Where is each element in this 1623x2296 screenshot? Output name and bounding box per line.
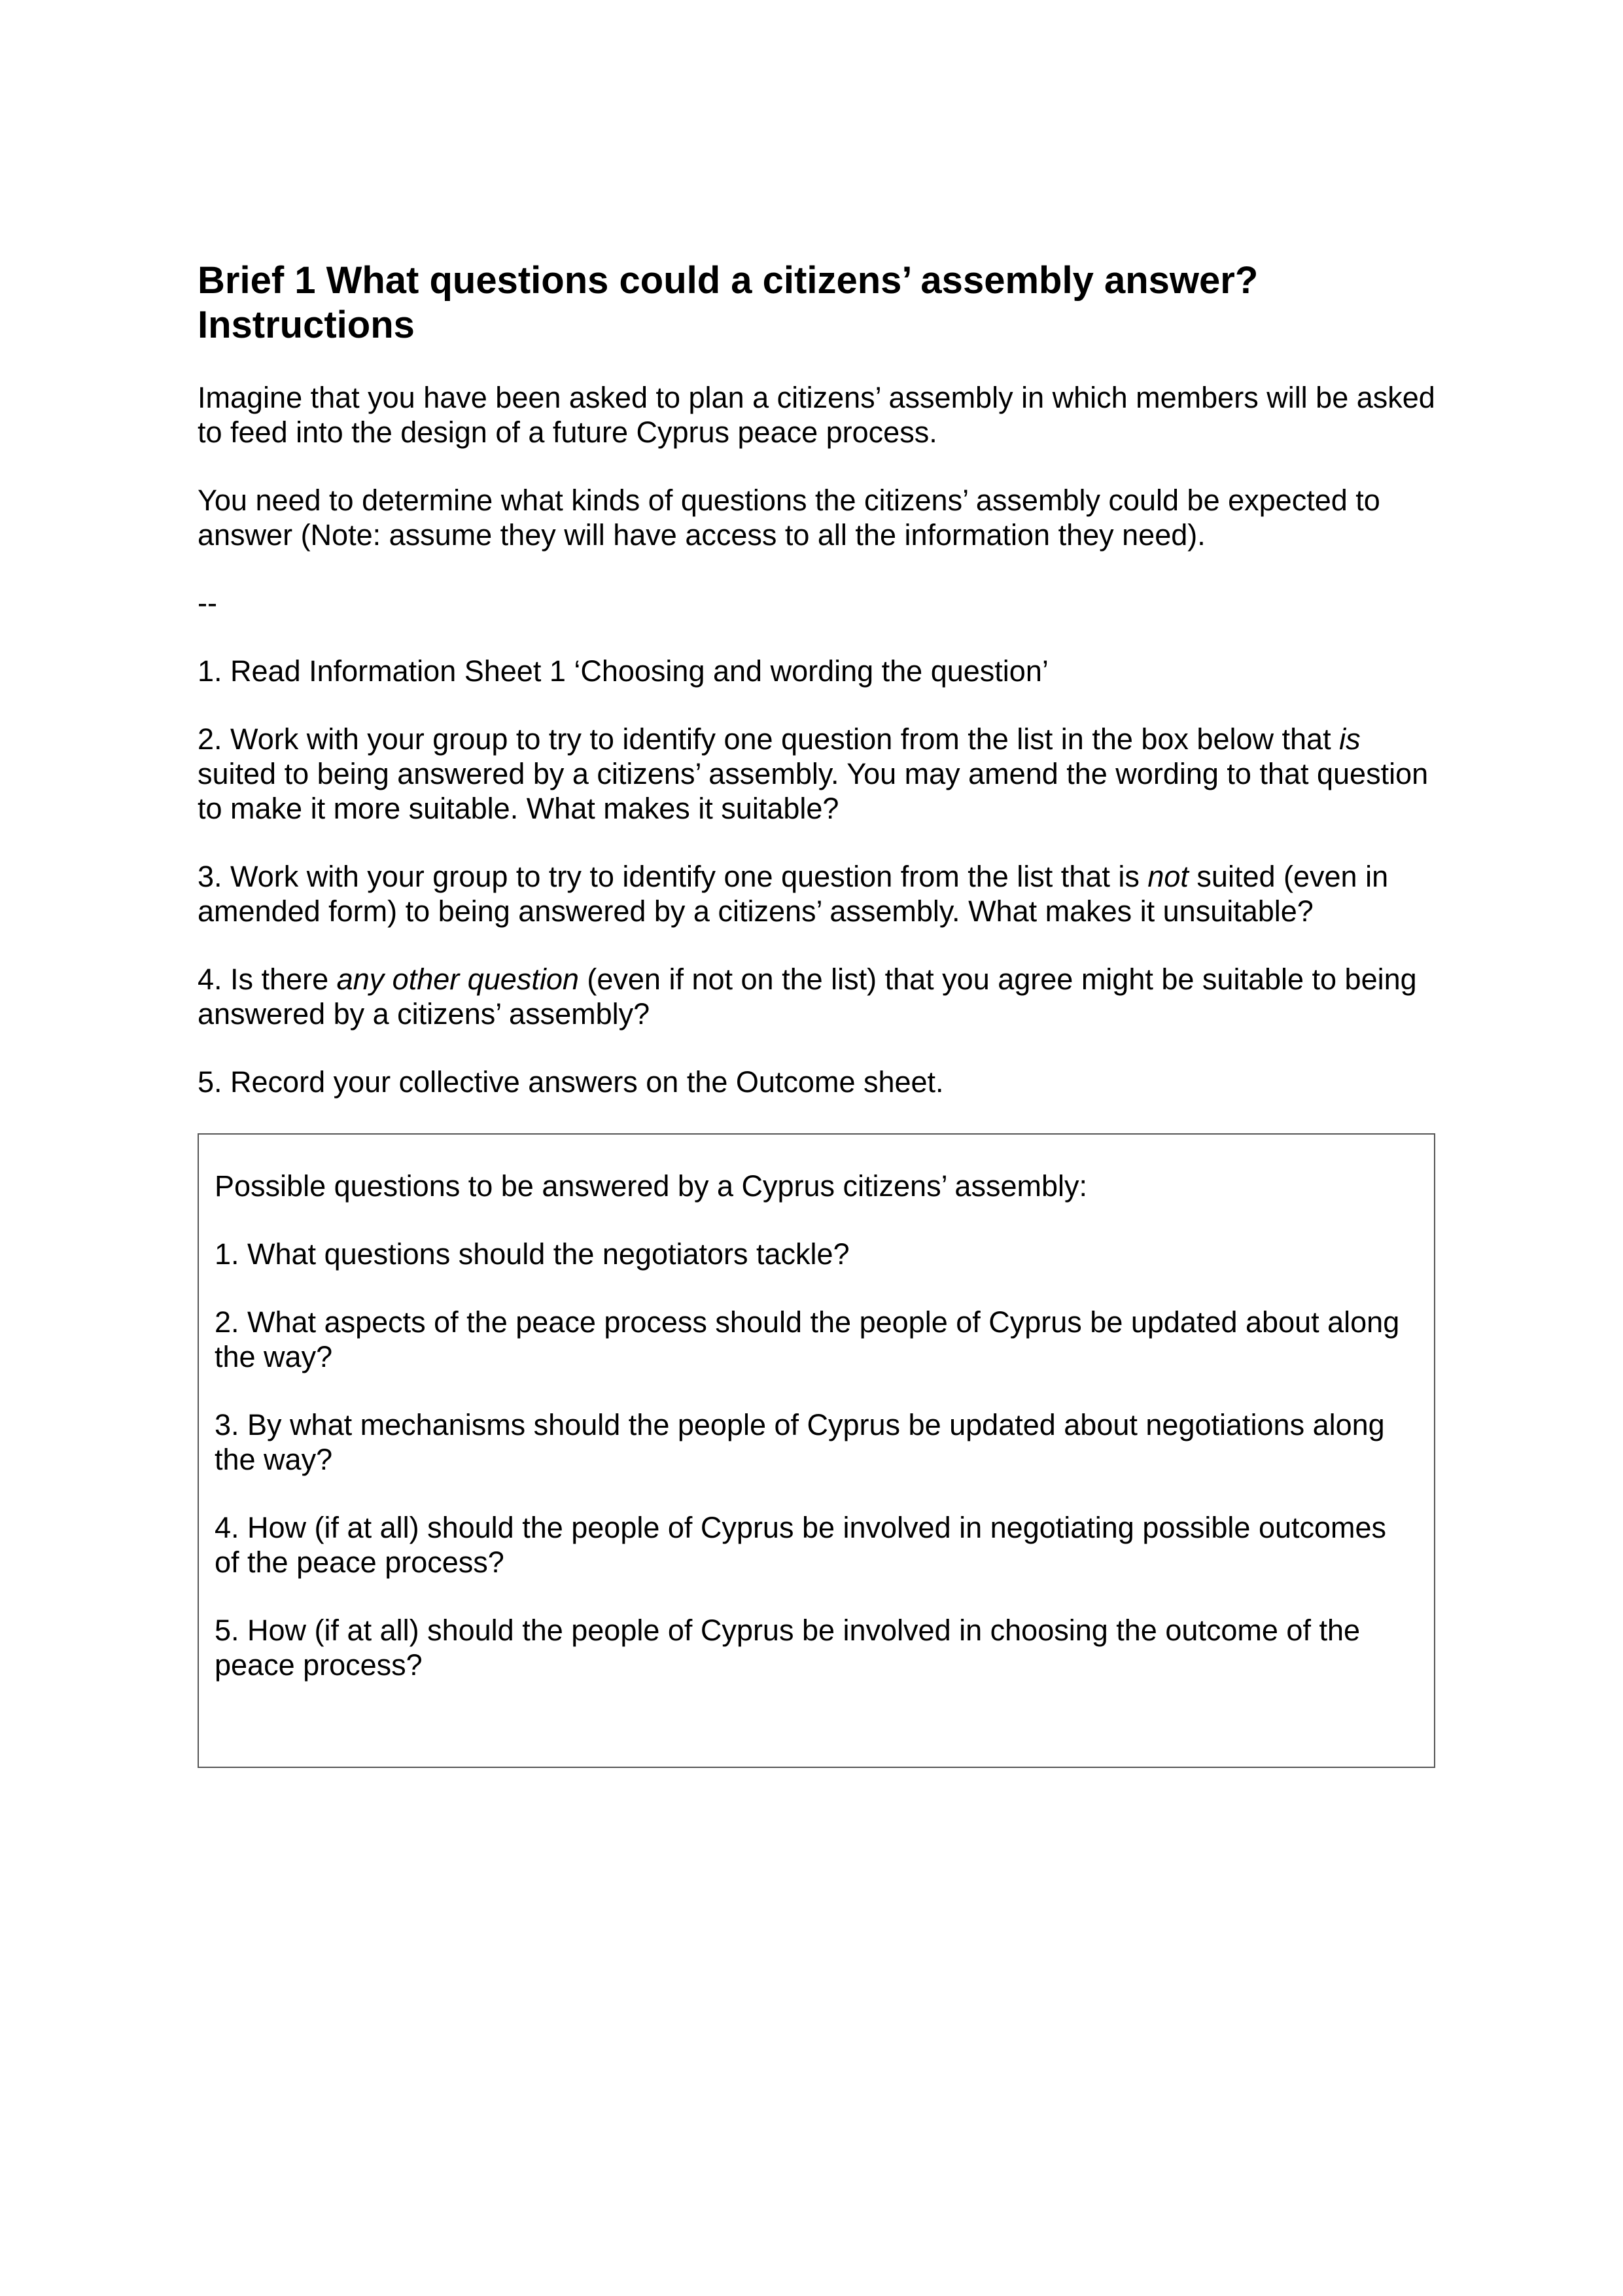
question-item: 5. How (if at all) should the people of Cyprus be involved in choosing the outcome of the peace process? [215,1614,1361,1682]
step-2-text-end: suited to being answered by a citizens’ assembly. You may amend the wording to that question to make it more suitable. What makes it suitable? [198,757,1429,825]
questions-box-heading: Possible questions to be answered by a Cyprus citizens’ assembly: [215,1169,1087,1203]
step-4-text-start: 4. Is there [198,963,337,996]
questions-box-content [215,1169,1412,1716]
intro-paragraph-2: You need to determine what kinds of questions the citizens’ assembly could be expected to answer (Note: assume they will have access to all the information they need). [198,484,1380,552]
page-title [198,258,1440,347]
instruction-step-3 [198,859,1440,928]
step-3-text-start: 3. Work with your group to try to identify one question from the list that is [198,860,1148,893]
question-item: 3. By what mechanisms should the people of Cyprus be updated about negotiations along the way? [215,1408,1385,1476]
question-item: 1. What questions should the negotiators tackle? [215,1237,850,1271]
instruction-step-2 [198,722,1440,826]
question-item: 2. What aspects of the peace process should the people of Cyprus be updated about along the way? [215,1305,1400,1373]
step-2-text-start: 2. Work with your group to try to identify one question from the list in the box below that [198,722,1340,756]
title-line-1: Brief 1 What questions could a citizens’ assembly answer? [198,259,1259,302]
step-4-emphasis: any other question [336,963,579,996]
instruction-step-4 [198,962,1440,1031]
question-item: 4. How (if at all) should the people of Cyprus be involved in negotiating possible outcomes of the peace process? [215,1511,1387,1579]
separator: -- [198,586,217,620]
intro-paragraph-1: Imagine that you have been asked to plan a citizens’ assembly in which members will be asked to feed into the design of a future Cyprus peace process. [198,381,1435,449]
title-line-2: Instructions [198,304,415,346]
instruction-step-1: 1. Read Information Sheet 1 ‘Choosing and wording the question’ [198,654,1049,688]
step-3-text-end: suited (even in amended form) to being answered by a citizens’ assembly. What makes it unsuitable? [198,860,1389,928]
step-2-emphasis: is [1339,722,1361,756]
page-body [198,258,1440,1133]
step-4-text-end: (even if not on the list) that you agree might be suitable to being answered by a citizens’ assembly? [198,963,1417,1031]
questions-box [198,1133,1435,1768]
instruction-step-5: 5. Record your collective answers on the Outcome sheet. [198,1065,944,1099]
step-3-emphasis: not [1147,860,1189,893]
